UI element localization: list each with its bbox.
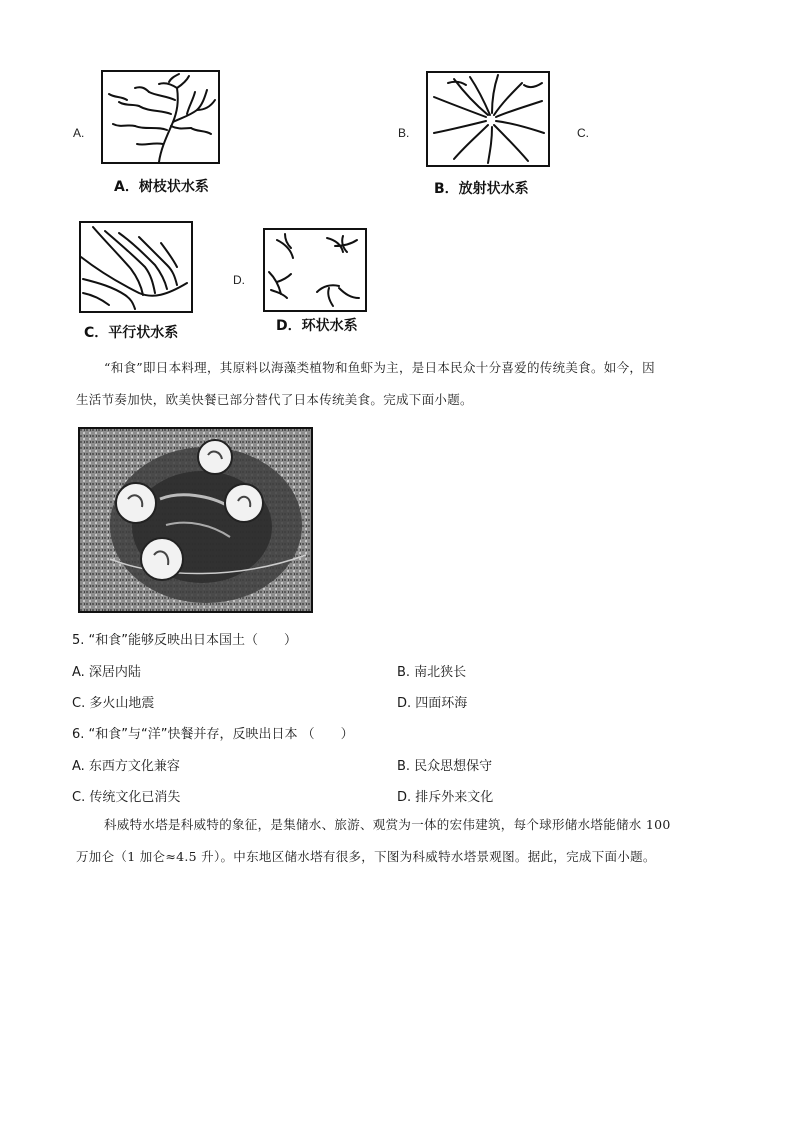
washoku-photo: [78, 427, 313, 613]
question-6-stem: 6. “和食”与“洋”快餐并存，反映出日本 （ ）: [72, 727, 354, 742]
dendritic-caption: A．树枝状水系: [114, 179, 209, 195]
option-b-letter: B.: [398, 126, 410, 140]
q6-option-d[interactable]: D. 排斥外来文化: [397, 790, 494, 805]
question-5-stem: 5. “和食”能够反映出日本国土（ ）: [72, 633, 298, 648]
q6-option-c[interactable]: C. 传统文化已消失: [72, 790, 181, 805]
passage-washoku-line1: “和食”即日本料理，其原料以海藻类植物和鱼虾为主，是日本民众十分喜爱的传统美食。如今，因: [104, 360, 655, 375]
option-d-letter: D.: [233, 273, 245, 287]
annular-caption: D．环状水系: [276, 318, 358, 334]
option-a-letter: A.: [73, 126, 85, 140]
passage-kuwait-line2: 万加仑（1 加仑≈4.5 升）。中东地区储水塔有很多，下图为科威特水塔景观图。据此，完成下面小题。: [76, 849, 656, 864]
q6-option-a[interactable]: A. 东西方文化兼容: [72, 759, 180, 774]
dendritic-drainage-figure: [101, 70, 220, 164]
option-c-letter: C.: [577, 126, 589, 140]
q6-option-b[interactable]: B. 民众思想保守: [397, 759, 493, 774]
radial-drainage-figure: [426, 71, 550, 167]
parallel-caption: C．平行状水系: [84, 325, 179, 341]
q5-option-a[interactable]: A. 深居内陆: [72, 665, 141, 680]
q5-option-b[interactable]: B. 南北狭长: [397, 665, 467, 680]
q5-option-d[interactable]: D. 四面环海: [397, 696, 468, 711]
radial-caption: B．放射状水系: [434, 181, 529, 197]
annular-drainage-figure: [263, 228, 367, 312]
passage-washoku-line2: 生活节奏加快，欧美快餐已部分替代了日本传统美食。完成下面小题。: [76, 392, 473, 407]
q5-option-c[interactable]: C. 多火山地震: [72, 696, 155, 711]
passage-kuwait-line1: 科威特水塔是科威特的象征，是集储水、旅游、观赏为一体的宏伟建筑，每个球形储水塔能储水 100: [104, 817, 671, 832]
parallel-drainage-figure: [79, 221, 193, 313]
